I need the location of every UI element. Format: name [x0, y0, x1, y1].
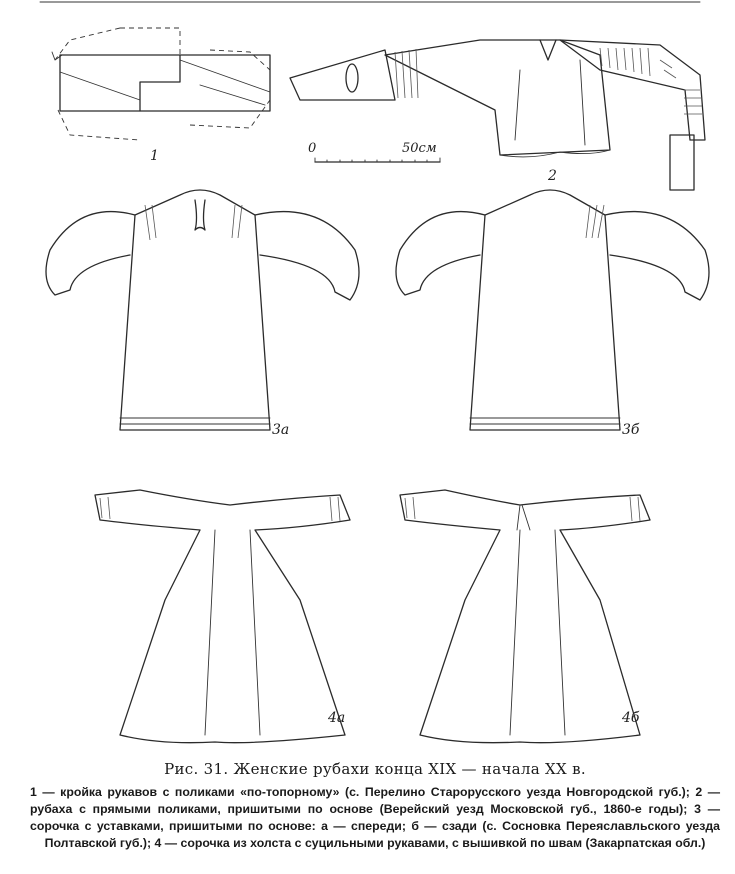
fig-label-1: 1	[150, 148, 159, 164]
shirt-3b-left-sleeve	[396, 212, 485, 295]
chemise-back-4b	[400, 490, 650, 743]
left-sleeve	[290, 50, 395, 100]
chemise-back-3b	[396, 190, 709, 438]
scale-end: 50см	[402, 141, 437, 156]
shirt-3a-right-sleeve	[255, 212, 359, 300]
chemise-4b-outline	[400, 490, 650, 743]
caption-text: 1 — кройка рукавов с поликами «по-топорному» (с. Перелино Старорусского уезда Новгородской губ.); 2 — рубаха с прямыми поликами, пришитыми по основе (Верейский уезд Московской губ., 1860-е годы); 3 — сорочка с уставками, пришитыми по основе: а — спереди; б — сзади (с. Сосновка Переяславльского уезда Полтавской губ.); 4 — сорочка из холста с суцильными рукавами, с вышивкой по швам (Закарпатская обл.)	[30, 785, 720, 850]
fig-label-3b: 3б	[622, 422, 640, 438]
caption-title: Рис. 31. Женские рубахи конца XIX — начала XX в.	[164, 760, 586, 778]
shirt-3b-body	[470, 190, 620, 430]
sleeve-cut-line	[140, 55, 180, 111]
shirt-3a-body	[120, 190, 270, 430]
chemise-front-4a	[95, 490, 350, 743]
shirt-straight-poliki	[290, 40, 705, 190]
scale-start: 0	[308, 141, 317, 156]
fig-label-4a: 4а	[328, 710, 346, 726]
fig-label-4b: 4б	[622, 710, 640, 726]
cut-pattern-diagram	[52, 28, 270, 164]
scale-bar	[308, 141, 440, 162]
shirt-3b-right-sleeve	[605, 212, 709, 300]
fig-label-2: 2	[548, 168, 557, 184]
fig-label-3a: 3а	[272, 422, 290, 438]
chemise-front-3a	[46, 190, 359, 438]
shirt-body	[385, 40, 610, 155]
shirt-3a-left-sleeve	[46, 212, 135, 295]
figure-caption	[30, 760, 720, 852]
chemise-4a-outline	[95, 490, 350, 743]
